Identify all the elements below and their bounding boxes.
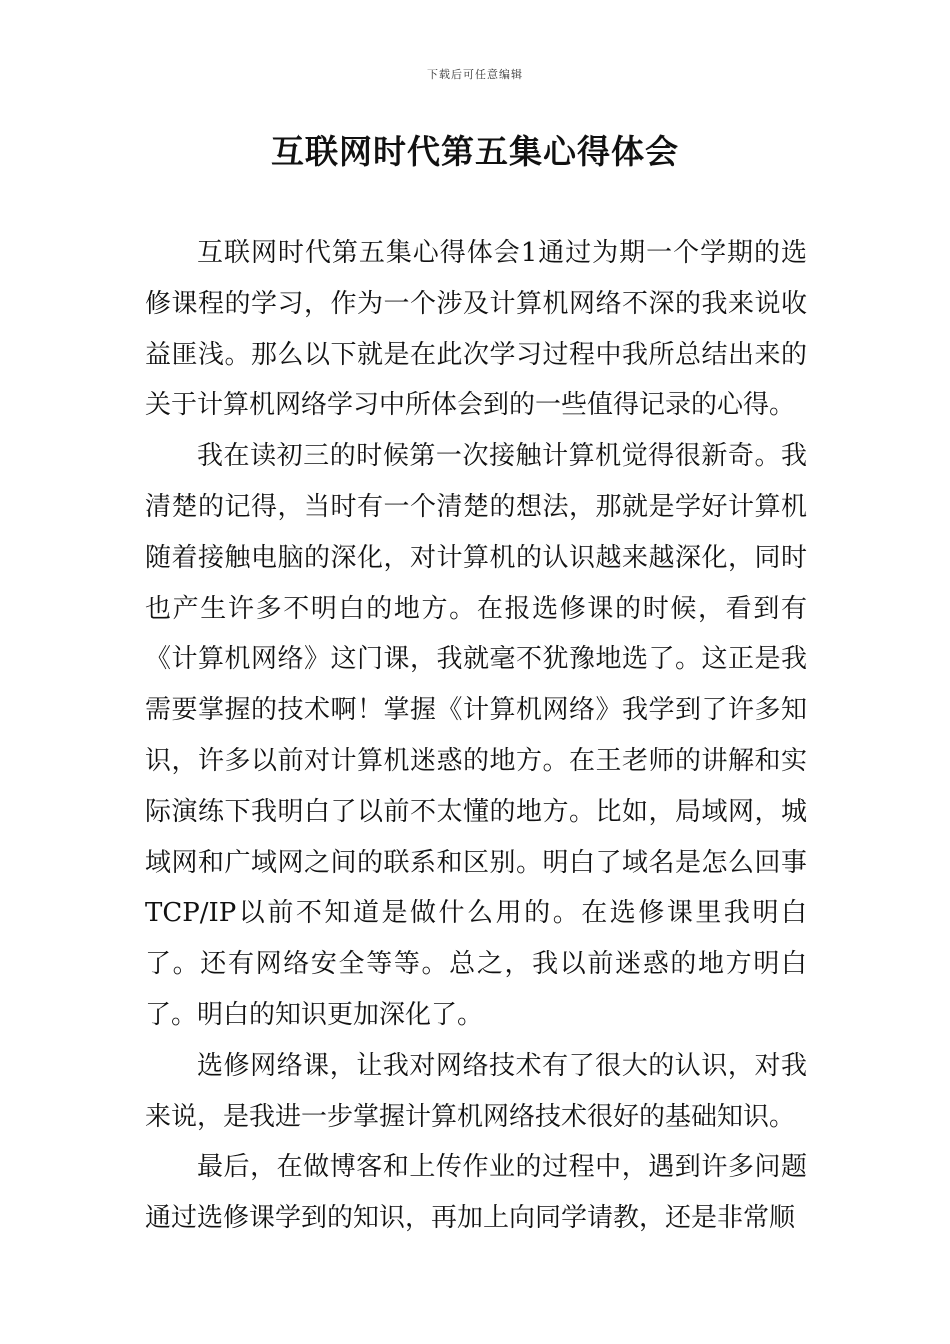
header-note: 下载后可任意编辑 — [427, 68, 523, 81]
paragraph-4: 最后，在做博客和上传作业的过程中，遇到许多问题通过选修课学到的知识，再加上向同学请教，还是非常顺 — [145, 1152, 807, 1234]
paragraph-1: 互联网时代第五集心得体会1通过为期一个学期的选修课程的学习，作为一个涉及计算机网络不深的我来说收益匪浅。那么以下就是在此次学习过程中我所总结出来的关于计算机网络学习中所体会到的一些值得记录的心得。 — [145, 238, 807, 421]
document-body — [145, 228, 807, 1244]
paragraph-3: 选修网络课，让我对网络技术有了很大的认识，对我来说，是我进一步掌握计算机网络技术很好的基础知识。 — [145, 1050, 807, 1132]
document-title: 互联网时代第五集心得体会 — [271, 132, 679, 171]
paragraph-2: 我在读初三的时候第一次接触计算机觉得很新奇。我清楚的记得，当时有一个清楚的想法，那就是学好计算机随着接触电脑的深化，对计算机的认识越来越深化，同时也产生许多不明白的地方。在报选修课的时候，看到有《计算机网络》这门课，我就毫不犹豫地选了。这正是我需要掌握的技术啊！掌握《计算机网络》我学到了许多知识，许多以前对计算机迷惑的地方。在王老师的讲解和实际演练下我明白了以前不太懂的地方。比如，局域网，城域网和广域网之间的联系和区别。明白了域名是怎么回事TCP/IP以前不知道是做什么用的。在选修课里我明白了。还有网络安全等等。总之，我以前迷惑的地方明白了。明白的知识更加深化了。 — [145, 441, 807, 1030]
